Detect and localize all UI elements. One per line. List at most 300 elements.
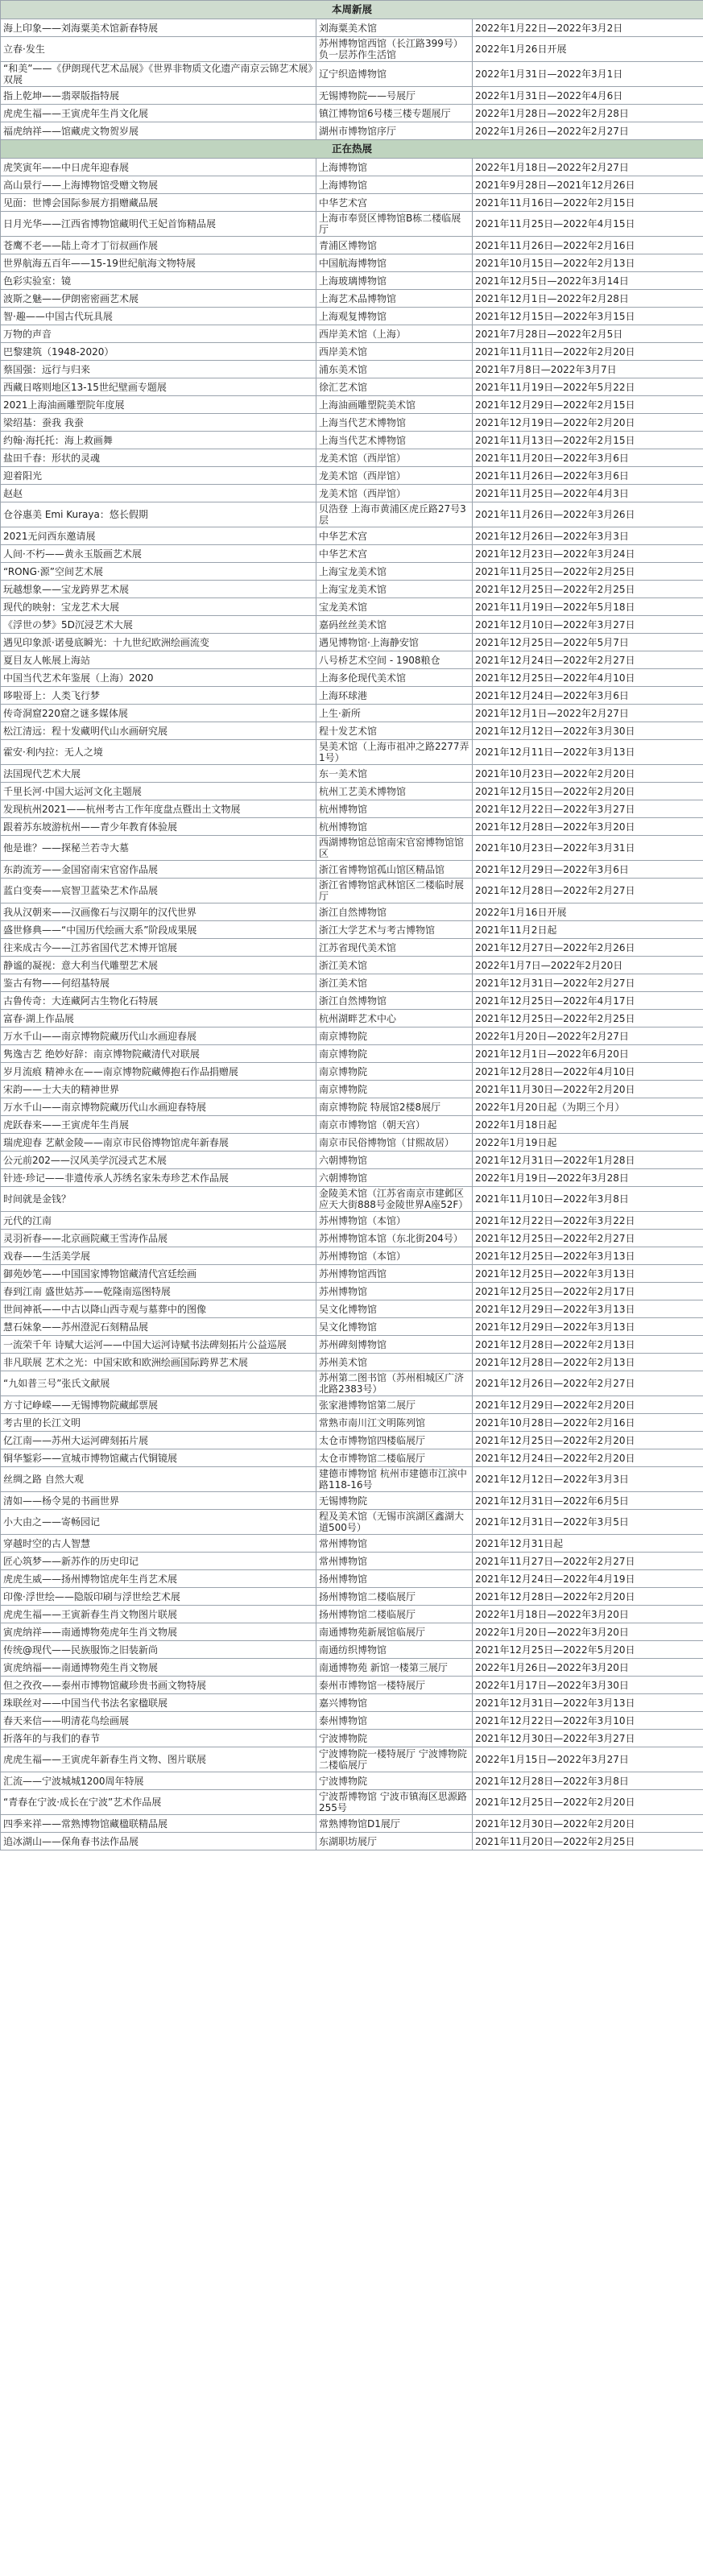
date-range-cell: 2022年1月26日开展 (473, 37, 703, 62)
venue-cell: 东湖职坊展厅 (316, 1833, 473, 1850)
table-row (1, 449, 703, 467)
venue-cell: 龙美术馆（西岸馆） (316, 485, 473, 502)
date-range-cell: 2021年12月28日—2022年4月10日 (473, 1063, 703, 1081)
exhibition-name-cell: 人间·不朽——黄永玉版画艺术展 (1, 545, 316, 563)
exhibition-name-cell: 盛世修典——“中国历代绘画大系”阶段成果展 (1, 921, 316, 939)
date-range-cell: 2022年1月17日—2022年3月30日 (473, 1677, 703, 1694)
table-row (1, 1169, 703, 1187)
venue-cell: 江苏省现代美术馆 (316, 939, 473, 957)
date-range-cell: 2021年11月26日—2022年3月26日 (473, 502, 703, 527)
date-range-cell: 2021年12月28日—2022年3月20日 (473, 818, 703, 836)
table-row (1, 308, 703, 325)
date-range-cell: 2021年12月26日—2022年3月3日 (473, 527, 703, 545)
exhibition-name-cell: 但之孜孜——泰州市博物馆藏珍贵书画文物特展 (1, 1677, 316, 1694)
venue-cell: 贝浩登 上海市黄浦区虎丘路27号3层 (316, 502, 473, 527)
exhibition-name-cell: 智·趣——中国古代玩具展 (1, 308, 316, 325)
exhibition-name-cell: 福虎纳祥——馆藏虎文物贺岁展 (1, 122, 316, 140)
table-row (1, 1414, 703, 1432)
venue-cell: 苏州博物馆西馆 (316, 1265, 473, 1283)
date-range-cell: 2022年1月20日起（为期三个月） (473, 1098, 703, 1116)
exhibition-name-cell: 静谧的凝视：意大利当代雕塑艺术展 (1, 957, 316, 974)
venue-cell: 西岸美术馆 (316, 343, 473, 361)
date-range-cell: 2021年11月20日—2022年2月25日 (473, 1833, 703, 1850)
table-row (1, 1081, 703, 1098)
exhibition-name-cell: 汇流——宁波城城1200周年特展 (1, 1772, 316, 1790)
section-header (1, 140, 703, 159)
date-range-cell: 2021年12月25日—2022年5月7日 (473, 634, 703, 651)
exhibition-name-cell: 非凡联展 艺术之光：中国宋欧和欧洲绘画国际跨界艺术展 (1, 1354, 316, 1371)
date-range-cell: 2021年12月29日—2022年3月13日 (473, 1300, 703, 1318)
venue-cell: 吴文化博物馆 (316, 1300, 473, 1318)
date-range-cell: 2021年12月25日—2022年2月17日 (473, 1283, 703, 1300)
date-range-cell: 2021年12月1日—2022年2月28日 (473, 290, 703, 308)
date-range-cell: 2022年1月26日—2022年2月27日 (473, 122, 703, 140)
venue-cell: 程十发艺术馆 (316, 722, 473, 740)
table-row (1, 1116, 703, 1134)
date-range-cell: 2022年1月18日—2022年2月27日 (473, 159, 703, 176)
date-range-cell: 2021年11月25日—2022年4月15日 (473, 212, 703, 237)
exhibition-name-cell: 虎虎生福——王寅虎年生肖文化展 (1, 105, 316, 122)
date-range-cell: 2021年12月19日—2022年2月20日 (473, 414, 703, 432)
date-range-cell: 2022年1月7日—2022年2月20日 (473, 957, 703, 974)
table-row (1, 765, 703, 783)
exhibition-table-body (1, 1, 703, 1850)
table-row (1, 212, 703, 237)
exhibition-name-cell: 万水千山——南京博物院藏历代山水画迎春特展 (1, 1098, 316, 1116)
date-range-cell: 2021年12月31日起 (473, 1535, 703, 1553)
table-row (1, 378, 703, 396)
exhibition-name-cell: 夏目友人帐展上海站 (1, 651, 316, 669)
exhibition-name-cell: 岁月流痕 精神永在——南京博物院藏傅抱石作品捐赠展 (1, 1063, 316, 1081)
table-row (1, 921, 703, 939)
table-row (1, 879, 703, 903)
venue-cell: 苏州博物馆本馆（东北街204号） (316, 1230, 473, 1247)
date-range-cell: 2021年12月28日—2022年2月13日 (473, 1336, 703, 1354)
exhibition-name-cell: 匠心筑梦——新苏作的历史印记 (1, 1553, 316, 1570)
venue-cell: 八号桥艺术空间 - 1908粮仓 (316, 651, 473, 669)
venue-cell: 上海当代艺术博物馆 (316, 432, 473, 449)
table-row (1, 1336, 703, 1354)
table-row (1, 396, 703, 414)
venue-cell: 上海市奉贤区博物馆B栋二楼临展厅 (316, 212, 473, 237)
venue-cell: 南通纺织博物馆 (316, 1641, 473, 1659)
exhibition-name-cell: 虎虎生福——王寅虎年新春生肖文物、图片联展 (1, 1747, 316, 1772)
exhibition-name-cell: 蓝白变奏——宸智卫蓝染艺术作品展 (1, 879, 316, 903)
exhibition-name-cell: 仓谷惠美 Emi Kuraya：悠长假期 (1, 502, 316, 527)
venue-cell: 上海艺术品博物馆 (316, 290, 473, 308)
date-range-cell: 2021年12月26日—2022年2月27日 (473, 1371, 703, 1396)
venue-cell: 南京博物院 特展馆2楼8展厅 (316, 1098, 473, 1116)
venue-cell: 六朝博物馆 (316, 1169, 473, 1187)
exhibition-name-cell: 穿越时空的古人智慧 (1, 1535, 316, 1553)
venue-cell: 南京博物院 (316, 1028, 473, 1045)
venue-cell: 上海油画雕塑院美术馆 (316, 396, 473, 414)
date-range-cell: 2021年11月13日—2022年2月15日 (473, 432, 703, 449)
date-range-cell: 2021年11月2日起 (473, 921, 703, 939)
venue-cell: 浙江美术馆 (316, 974, 473, 992)
venue-cell: 上海宝龙美术馆 (316, 581, 473, 598)
date-range-cell: 2022年1月26日—2022年3月20日 (473, 1659, 703, 1677)
exhibition-name-cell: 亿江南——苏州大运河碑刻拓片展 (1, 1432, 316, 1449)
table-row (1, 1187, 703, 1212)
exhibition-name-cell: 铜华錾彩——宣城市博物馆藏古代铜镜展 (1, 1449, 316, 1467)
date-range-cell: 2021年12月25日—2022年2月25日 (473, 581, 703, 598)
date-range-cell: 2021年11月16日—2022年2月15日 (473, 194, 703, 212)
exhibition-name-cell: 立春·发生 (1, 37, 316, 62)
exhibition-name-cell: “青春在宁波·成长在宁波”艺术作品展 (1, 1790, 316, 1815)
table-row (1, 485, 703, 502)
table-row (1, 740, 703, 765)
table-row (1, 1063, 703, 1081)
exhibition-name-cell: 西藏日喀则地区13-15世纪壁画专题展 (1, 378, 316, 396)
venue-cell: 嘉兴博物馆 (316, 1694, 473, 1712)
table-row (1, 37, 703, 62)
venue-cell: 龙美术馆（西岸馆） (316, 467, 473, 485)
table-row (1, 545, 703, 563)
table-row (1, 1677, 703, 1694)
date-range-cell: 2021年11月25日—2022年2月25日 (473, 563, 703, 581)
exhibition-name-cell: 追冰湖山——保角春书法作品展 (1, 1833, 316, 1850)
table-row (1, 176, 703, 194)
exhibition-name-cell: “九如普三号”张氏文献展 (1, 1371, 316, 1396)
table-row (1, 800, 703, 818)
table-row (1, 1570, 703, 1588)
table-row (1, 651, 703, 669)
table-row (1, 62, 703, 87)
date-range-cell: 2022年1月18日—2022年3月20日 (473, 1606, 703, 1623)
table-row (1, 1492, 703, 1510)
table-row (1, 87, 703, 105)
venue-cell: 常州博物馆 (316, 1535, 473, 1553)
exhibition-name-cell: 海上印象——刘海粟美术馆新春特展 (1, 19, 316, 37)
venue-cell: 程及美术馆（无锡市滨湖区鑫湖大道500号） (316, 1510, 473, 1535)
venue-cell: 上生·新所 (316, 705, 473, 722)
date-range-cell: 2021年12月15日—2022年2月20日 (473, 783, 703, 800)
exhibition-name-cell: 印像·浮世绘——隐版印刷与浮世绘艺术展 (1, 1588, 316, 1606)
exhibition-name-cell: 四季来祥——常熟博物馆藏楹联精品展 (1, 1815, 316, 1833)
venue-cell: 湖州市博物馆序厅 (316, 122, 473, 140)
exhibition-name-cell: 苍鹰不老——陆上奇才丁衍叔画作展 (1, 237, 316, 254)
venue-cell: 浙江大学艺术与考古博物馆 (316, 921, 473, 939)
date-range-cell: 2021年11月30日—2022年2月20日 (473, 1081, 703, 1098)
date-range-cell: 2021年12月24日—2022年4月19日 (473, 1570, 703, 1588)
venue-cell: 镇江博物馆6号楼三楼专题展厅 (316, 105, 473, 122)
exhibition-name-cell: 时间就是金钱？ (1, 1187, 316, 1212)
exhibition-name-cell: 虎虎生威——扬州博物馆虎年生肖艺术展 (1, 1570, 316, 1588)
table-row (1, 563, 703, 581)
date-range-cell: 2021年12月11日—2022年3月13日 (473, 740, 703, 765)
venue-cell: 上海博物馆 (316, 176, 473, 194)
exhibition-name-cell: 世界航海五百年——15-19世纪航海文物特展 (1, 254, 316, 272)
exhibition-name-cell: 虎笑寅年——中日虎年迎春展 (1, 159, 316, 176)
exhibition-name-cell: 遇见印象派·诺曼底瞬光：十九世纪欧洲绘画流变 (1, 634, 316, 651)
exhibition-name-cell: 鉴古有物——何绍基特展 (1, 974, 316, 992)
exhibition-name-cell: 跟着苏东坡游杭州——青少年教育体验展 (1, 818, 316, 836)
table-row (1, 414, 703, 432)
venue-cell: 金陵美术馆（江苏省南京市建邺区应天大街888号金陵世界A座52F） (316, 1187, 473, 1212)
venue-cell: 西岸美术馆（上海） (316, 325, 473, 343)
table-row (1, 290, 703, 308)
exhibition-name-cell: 春天来信——明清花鸟绘画展 (1, 1712, 316, 1730)
table-row (1, 432, 703, 449)
table-row (1, 1098, 703, 1116)
venue-cell: 苏州博物馆（本馆） (316, 1212, 473, 1230)
venue-cell: 南通博物苑 新馆一楼第三展厅 (316, 1659, 473, 1677)
exhibition-name-cell: 慧石妹象——苏州澄泥石刻精品展 (1, 1318, 316, 1336)
exhibition-name-cell: 折落年的与我们的春节 (1, 1730, 316, 1747)
date-range-cell: 2021年12月25日—2022年5月20日 (473, 1641, 703, 1659)
table-row (1, 1747, 703, 1772)
table-row (1, 194, 703, 212)
table-row (1, 634, 703, 651)
date-range-cell: 2021年11月11日—2022年2月20日 (473, 343, 703, 361)
venue-cell: 无锡博物院——号展厅 (316, 87, 473, 105)
table-row (1, 1449, 703, 1467)
venue-cell: 扬州博物馆二楼临展厅 (316, 1606, 473, 1623)
venue-cell: 青浦区博物馆 (316, 237, 473, 254)
venue-cell: 南京市博物馆（朝天宫） (316, 1116, 473, 1134)
table-row (1, 861, 703, 879)
date-range-cell: 2022年1月28日—2022年2月28日 (473, 105, 703, 122)
date-range-cell: 2021年12月25日—2022年2月27日 (473, 1230, 703, 1247)
table-row (1, 1730, 703, 1747)
table-row (1, 1588, 703, 1606)
exhibition-name-cell: 针迹·珍记——非遗传承人苏绣名家朱寿珍艺术作品展 (1, 1169, 316, 1187)
exhibition-name-cell: 珠联丝对——中国当代书法名家楹联展 (1, 1694, 316, 1712)
venue-cell: 常州博物馆 (316, 1553, 473, 1570)
date-range-cell: 2021年12月24日—2022年2月27日 (473, 651, 703, 669)
table-row (1, 1010, 703, 1028)
exhibition-name-cell: 高山景行——上海博物馆受赠文物展 (1, 176, 316, 194)
exhibition-name-cell: 考古里的长江文明 (1, 1414, 316, 1432)
exhibition-name-cell: 瑞虎迎春 艺献金陵——南京市民俗博物馆虎年新春展 (1, 1134, 316, 1152)
table-row (1, 272, 703, 290)
date-range-cell: 2021年12月24日—2022年3月6日 (473, 687, 703, 705)
exhibition-name-cell: 方寸记峥嵘——无锡博物院藏邮票展 (1, 1396, 316, 1414)
venue-cell: 上海多伦现代美术馆 (316, 669, 473, 687)
table-row (1, 616, 703, 634)
venue-cell: 刘海粟美术馆 (316, 19, 473, 37)
table-row (1, 1283, 703, 1300)
date-range-cell: 2021年12月22日—2022年3月27日 (473, 800, 703, 818)
table-row (1, 957, 703, 974)
date-range-cell: 2021年11月19日—2022年5月22日 (473, 378, 703, 396)
date-range-cell: 2021年12月28日—2022年2月27日 (473, 879, 703, 903)
date-range-cell: 2021年12月22日—2022年3月22日 (473, 1212, 703, 1230)
date-range-cell: 2022年1月19日起 (473, 1134, 703, 1152)
table-row (1, 122, 703, 140)
date-range-cell: 2021年12月25日—2022年3月13日 (473, 1247, 703, 1265)
exhibition-name-cell: 往来成古今——江苏省国代艺术博开馆展 (1, 939, 316, 957)
exhibition-name-cell: 色彩实验室：镜 (1, 272, 316, 290)
venue-cell: 南京博物院 (316, 1063, 473, 1081)
venue-cell: 浙江省博物馆武林馆区二楼临时展厅 (316, 879, 473, 903)
date-range-cell: 2021年12月1日—2022年2月27日 (473, 705, 703, 722)
venue-cell: 常熟博物馆D1展厅 (316, 1815, 473, 1833)
table-row (1, 1396, 703, 1414)
date-range-cell: 2021年11月10日—2022年3月8日 (473, 1187, 703, 1212)
exhibition-name-cell: 世间神祇——中古以降山西寺观与墓葬中的图像 (1, 1300, 316, 1318)
table-row (1, 581, 703, 598)
exhibition-name-cell: 2021无问西东邀请展 (1, 527, 316, 545)
date-range-cell: 2021年12月28日—2022年2月13日 (473, 1354, 703, 1371)
date-range-cell: 2021年12月31日—2022年3月5日 (473, 1510, 703, 1535)
table-row (1, 1354, 703, 1371)
venue-cell: 杭州博物馆 (316, 818, 473, 836)
table-row (1, 1212, 703, 1230)
venue-cell: 嘉码丝丝美术馆 (316, 616, 473, 634)
exhibition-name-cell: 传统@现代——民族服饰之旧装新尚 (1, 1641, 316, 1659)
exhibition-name-cell: 迎着阳光 (1, 467, 316, 485)
exhibition-name-cell: 一流荣千年 诗赋大运河——中国大运河诗赋书法碑刻拓片公益巡展 (1, 1336, 316, 1354)
venue-cell: 泰州市博物馆一楼特展厅 (316, 1677, 473, 1694)
date-range-cell: 2021年12月31日—2022年3月13日 (473, 1694, 703, 1712)
table-row (1, 343, 703, 361)
venue-cell: 宁波博物院 (316, 1730, 473, 1747)
exhibition-name-cell: 哆啦哥上：人类飞行梦 (1, 687, 316, 705)
venue-cell: 中国航海博物馆 (316, 254, 473, 272)
exhibition-name-cell: 约翰·海托托：海上救画舞 (1, 432, 316, 449)
date-range-cell: 2021年12月15日—2022年3月15日 (473, 308, 703, 325)
table-row (1, 1535, 703, 1553)
section-title: 本周新展 (1, 1, 703, 19)
table-row (1, 598, 703, 616)
exhibition-name-cell: 指上乾坤——翡翠版指特展 (1, 87, 316, 105)
date-range-cell: 2021年11月27日—2022年2月27日 (473, 1553, 703, 1570)
date-range-cell: 2022年1月31日—2022年3月1日 (473, 62, 703, 87)
table-row (1, 992, 703, 1010)
date-range-cell: 2022年1月20日—2022年2月27日 (473, 1028, 703, 1045)
exhibition-name-cell: 宋韵——士大夫的精神世界 (1, 1081, 316, 1098)
table-row (1, 1553, 703, 1570)
venue-cell: 上海环球港 (316, 687, 473, 705)
table-row (1, 1371, 703, 1396)
date-range-cell: 2021年12月25日—2022年3月13日 (473, 1265, 703, 1283)
date-range-cell: 2021年12月29日—2022年2月15日 (473, 396, 703, 414)
exhibition-name-cell: 他是谁？——探秘兰若寺大墓 (1, 836, 316, 861)
venue-cell: 杭州湖畔艺术中心 (316, 1010, 473, 1028)
date-range-cell: 2021年12月12日—2022年3月30日 (473, 722, 703, 740)
date-range-cell: 2021年12月25日—2022年2月20日 (473, 1790, 703, 1815)
date-range-cell: 2021年12月27日—2022年2月26日 (473, 939, 703, 957)
exhibition-name-cell: 东韵流芳——金国窑南宋官窑作品展 (1, 861, 316, 879)
exhibition-name-cell: 古鲁传奇：大连藏阿古生物化石特展 (1, 992, 316, 1010)
exhibition-name-cell: 梁绍基：蚕我 我蚕 (1, 414, 316, 432)
date-range-cell: 2021年11月20日—2022年3月6日 (473, 449, 703, 467)
exhibition-name-cell: 寅虎纳福——南通博物苑生肖文物展 (1, 1659, 316, 1677)
table-row (1, 361, 703, 378)
venue-cell: 南京市民俗博物馆（甘熙故居） (316, 1134, 473, 1152)
date-range-cell: 2021年12月25日—2022年4月10日 (473, 669, 703, 687)
table-row (1, 1432, 703, 1449)
venue-cell: 辽宁织造博物馆 (316, 62, 473, 87)
exhibition-name-cell: “和美”——《伊朗现代艺术品展》《世界非物质文化遗产南京云锦艺术展》双展 (1, 62, 316, 87)
table-row (1, 1230, 703, 1247)
exhibition-name-cell: 万物的声音 (1, 325, 316, 343)
venue-cell: 西湖博物馆总馆南宋官窑博物馆馆区 (316, 836, 473, 861)
table-row (1, 1694, 703, 1712)
venue-cell: 苏州博物馆 (316, 1283, 473, 1300)
venue-cell: 东一美术馆 (316, 765, 473, 783)
venue-cell: 上海当代艺术博物馆 (316, 414, 473, 432)
table-row (1, 1623, 703, 1641)
table-row (1, 1712, 703, 1730)
venue-cell: 昊美术馆（上海市祖冲之路2277弄1号） (316, 740, 473, 765)
date-range-cell: 2021年12月30日—2022年2月20日 (473, 1815, 703, 1833)
date-range-cell: 2021年7月8日—2022年3月7日 (473, 361, 703, 378)
section-title: 正在热展 (1, 140, 703, 159)
date-range-cell: 2021年12月24日—2022年2月20日 (473, 1449, 703, 1467)
date-range-cell: 2021年12月28日—2022年2月20日 (473, 1588, 703, 1606)
exhibition-name-cell: 松江清远：程十发藏明代山水画研究展 (1, 722, 316, 740)
table-row (1, 1265, 703, 1283)
table-row (1, 254, 703, 272)
date-range-cell: 2021年12月31日—2022年1月28日 (473, 1152, 703, 1169)
exhibition-name-cell: 万水千山——南京博物院藏历代山水画迎春展 (1, 1028, 316, 1045)
exhibition-name-cell: 隽逸吉艺 绝妙好辞：南京博物院藏清代对联展 (1, 1045, 316, 1063)
venue-cell: 上海观复博物馆 (316, 308, 473, 325)
exhibition-name-cell: 我从汉朝来——汉画像石与汉期年的汉代世界 (1, 903, 316, 921)
venue-cell: 浙江美术馆 (316, 957, 473, 974)
table-row (1, 1641, 703, 1659)
date-range-cell: 2021年12月25日—2022年2月20日 (473, 1432, 703, 1449)
date-range-cell: 2021年12月29日—2022年2月20日 (473, 1396, 703, 1414)
date-range-cell: 2021年12月25日—2022年2月25日 (473, 1010, 703, 1028)
exhibition-name-cell: 盐田千春：形状的灵魂 (1, 449, 316, 467)
venue-cell: 扬州博物馆 (316, 1570, 473, 1588)
venue-cell: 龙美术馆（西岸馆） (316, 449, 473, 467)
exhibition-name-cell: 虎虎生福——王寅新春生肖文物图片联展 (1, 1606, 316, 1623)
exhibition-name-cell: 波斯之魅——伊朗密密画艺术展 (1, 290, 316, 308)
date-range-cell: 2021年12月22日—2022年3月10日 (473, 1712, 703, 1730)
table-row (1, 527, 703, 545)
venue-cell: 上海玻璃博物馆 (316, 272, 473, 290)
exhibition-name-cell: 元代的江南 (1, 1212, 316, 1230)
exhibition-name-cell: 春到江南 盛世姑苏——乾隆南巡图特展 (1, 1283, 316, 1300)
venue-cell: 遇见博物馆·上海静安馆 (316, 634, 473, 651)
date-range-cell: 2021年11月26日—2022年2月16日 (473, 237, 703, 254)
table-row (1, 1318, 703, 1336)
exhibition-name-cell: 玩越想象——宝龙跨界艺术展 (1, 581, 316, 598)
table-row (1, 836, 703, 861)
exhibition-name-cell: 清如——杨令晃的书画世界 (1, 1492, 316, 1510)
date-range-cell: 2022年1月19日—2022年3月28日 (473, 1169, 703, 1187)
venue-cell: 宁波博物院一楼特展厅 宁波博物院二楼临展厅 (316, 1747, 473, 1772)
exhibition-name-cell: 日月光华——江西省博物馆藏明代王妃首饰精品展 (1, 212, 316, 237)
date-range-cell: 2021年12月23日—2022年3月24日 (473, 545, 703, 563)
venue-cell: 苏州美术馆 (316, 1354, 473, 1371)
venue-cell: 浙江省博物馆孤山馆区精品馆 (316, 861, 473, 879)
exhibition-name-cell: 巴黎建筑（1948-2020） (1, 343, 316, 361)
table-row (1, 722, 703, 740)
table-row (1, 687, 703, 705)
venue-cell: 上海宝龙美术馆 (316, 563, 473, 581)
exhibition-name-cell: 富春·湖上作品展 (1, 1010, 316, 1028)
table-row (1, 1606, 703, 1623)
table-row (1, 105, 703, 122)
venue-cell: 浙江自然博物馆 (316, 903, 473, 921)
table-row (1, 325, 703, 343)
exhibition-name-cell: 现代的映射：宝龙艺术大展 (1, 598, 316, 616)
date-range-cell: 2021年10月28日—2022年2月16日 (473, 1414, 703, 1432)
date-range-cell: 2021年11月25日—2022年4月3日 (473, 485, 703, 502)
venue-cell: 浦东美术馆 (316, 361, 473, 378)
table-row (1, 1045, 703, 1063)
exhibition-name-cell: 霍安·利内拉：无人之境 (1, 740, 316, 765)
table-row (1, 1028, 703, 1045)
date-range-cell: 2022年1月22日—2022年3月2日 (473, 19, 703, 37)
venue-cell: 泰州博物馆 (316, 1712, 473, 1730)
